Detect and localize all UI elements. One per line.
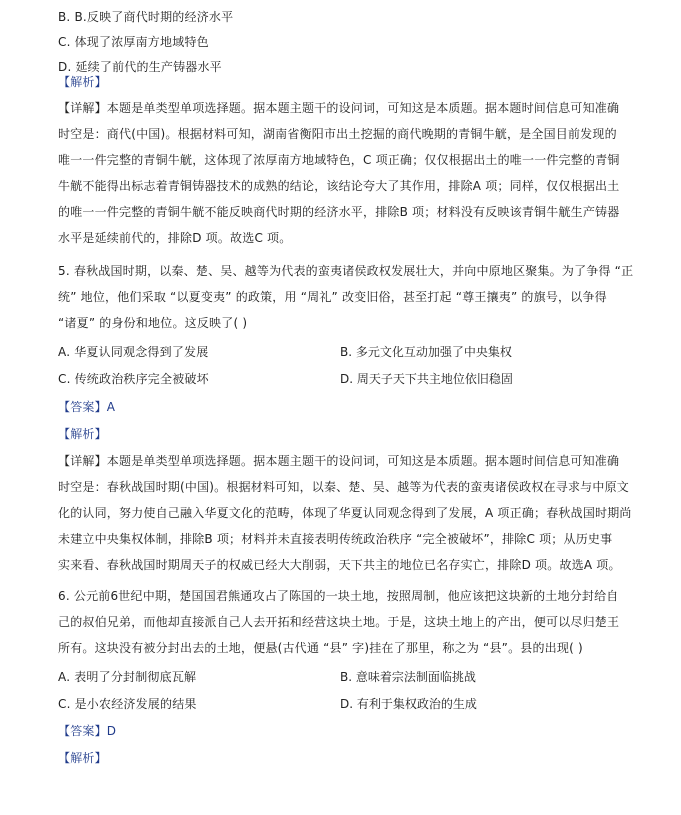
q5-option-c: C. 传统政治秩序完全被破坏 (58, 372, 209, 386)
q4-option-c: C. 体现了浓厚南方地域特色 (58, 35, 209, 49)
q6-stem-line: 所有。这块没有被分封出去的土地，便悬(古代通 “县” 字)挂在了那里，称之为 “县”。县的出现( ) (58, 641, 583, 655)
q6-stem-line: 6. 公元前6世纪中期，楚国国君熊通攻占了陈国的一块土地，按照周制，他应该把这块新的土地分封给自 (58, 589, 619, 603)
q6-option-d: D. 有利于集权政治的生成 (340, 697, 477, 711)
q4-analysis-label: 【解析】 (58, 75, 107, 89)
q4-detail-line: 【详解】本题是单类型单项选择题。据本题主题干的设问词，可知这是本质题。据本题时间信息可知准确 (58, 101, 620, 115)
q6-option-c: C. 是小农经济发展的结果 (58, 697, 197, 711)
q6-option-a: A. 表明了分封制彻底瓦解 (58, 670, 197, 684)
q4-option-d: D. 延续了前代的生产铸器水平 (58, 60, 222, 74)
q5-answer: 【答案】A (58, 400, 116, 414)
q4-option-b: B. B.反映了商代时期的经济水平 (58, 10, 234, 24)
q5-detail-line: 【详解】本题是单类型单项选择题。据本题主题干的设问词，可知这是本质题。据本题时间信息可知准确 (58, 454, 620, 468)
q5-stem-line: 统” 地位，他们采取 “以夏变夷” 的政策，用 “周礼” 改变旧俗，甚至打起 “尊王攘夷” 的旗号，以争得 (58, 290, 607, 304)
q4-detail-line: 唯一一件完整的青铜牛觥，这体现了浓厚南方地域特色，C 项正确；仅仅根据出土的唯一一件完整的青铜 (58, 153, 620, 167)
q5-stem-line: 5. 春秋战国时期，以秦、楚、吴、越等为代表的蛮夷诸侯政权发展壮大，并向中原地区聚集。为了争得 “正 (58, 264, 634, 278)
q4-detail-line: 时空是：商代(中国)。根据材料可知，湖南省衡阳市出土挖掘的商代晚期的青铜牛觥，是全国目前发现的 (58, 127, 617, 141)
q6-option-b: B. 意味着宗法制面临挑战 (340, 670, 476, 684)
q5-detail-line: 化的认同，努力使自己融入华夏文化的范畴，体现了华夏认同观念得到了发展，A 项正确；春秋战国时期尚 (58, 506, 632, 520)
q5-detail-line: 实来看、春秋战国时期周天子的权威已经大大削弱，天下共主的地位已名存实亡，排除D 项。故选A 项。 (58, 558, 621, 572)
q5-option-a: A. 华夏认同观念得到了发展 (58, 345, 209, 359)
q5-detail-line: 时空是：春秋战国时期(中国)。根据材料可知，以秦、楚、吴、越等为代表的蛮夷诸侯政权在寻求与中原文 (58, 480, 629, 494)
q4-detail-line: 水平是延续前代的，排除D 项。故选C 项。 (58, 231, 292, 245)
q6-stem-line: 己的叔伯兄弟，而他却直接派自己人去开拓和经营这块土地。于是，这块土地上的产出，便可以尽归楚王 (58, 615, 620, 629)
q6-analysis-label: 【解析】 (58, 751, 107, 765)
q6-answer: 【答案】D (58, 724, 117, 738)
q5-option-b: B. 多元文化互动加强了中央集权 (340, 345, 512, 359)
q4-detail-line: 的唯一一件完整的青铜牛觥不能反映商代时期的经济水平，排除B 项；材料没有反映该青铜牛觥生产铸器 (58, 205, 620, 219)
q5-stem-line: “诸夏” 的身份和地位。这反映了( ) (58, 316, 248, 330)
q5-analysis-label: 【解析】 (58, 427, 107, 441)
q5-option-d: D. 周天子天下共主地位依旧稳固 (340, 372, 513, 386)
q5-detail-line: 未建立中央集权体制，排除B 项；材料并未直接表明传统政治秩序 “完全被破坏”，排除C 项；从历史事 (58, 532, 613, 546)
q4-detail-line: 牛觥不能得出标志着青铜铸器技术的成熟的结论，该结论夸大了其作用，排除A 项；同样，仅仅根据出土 (58, 179, 620, 193)
